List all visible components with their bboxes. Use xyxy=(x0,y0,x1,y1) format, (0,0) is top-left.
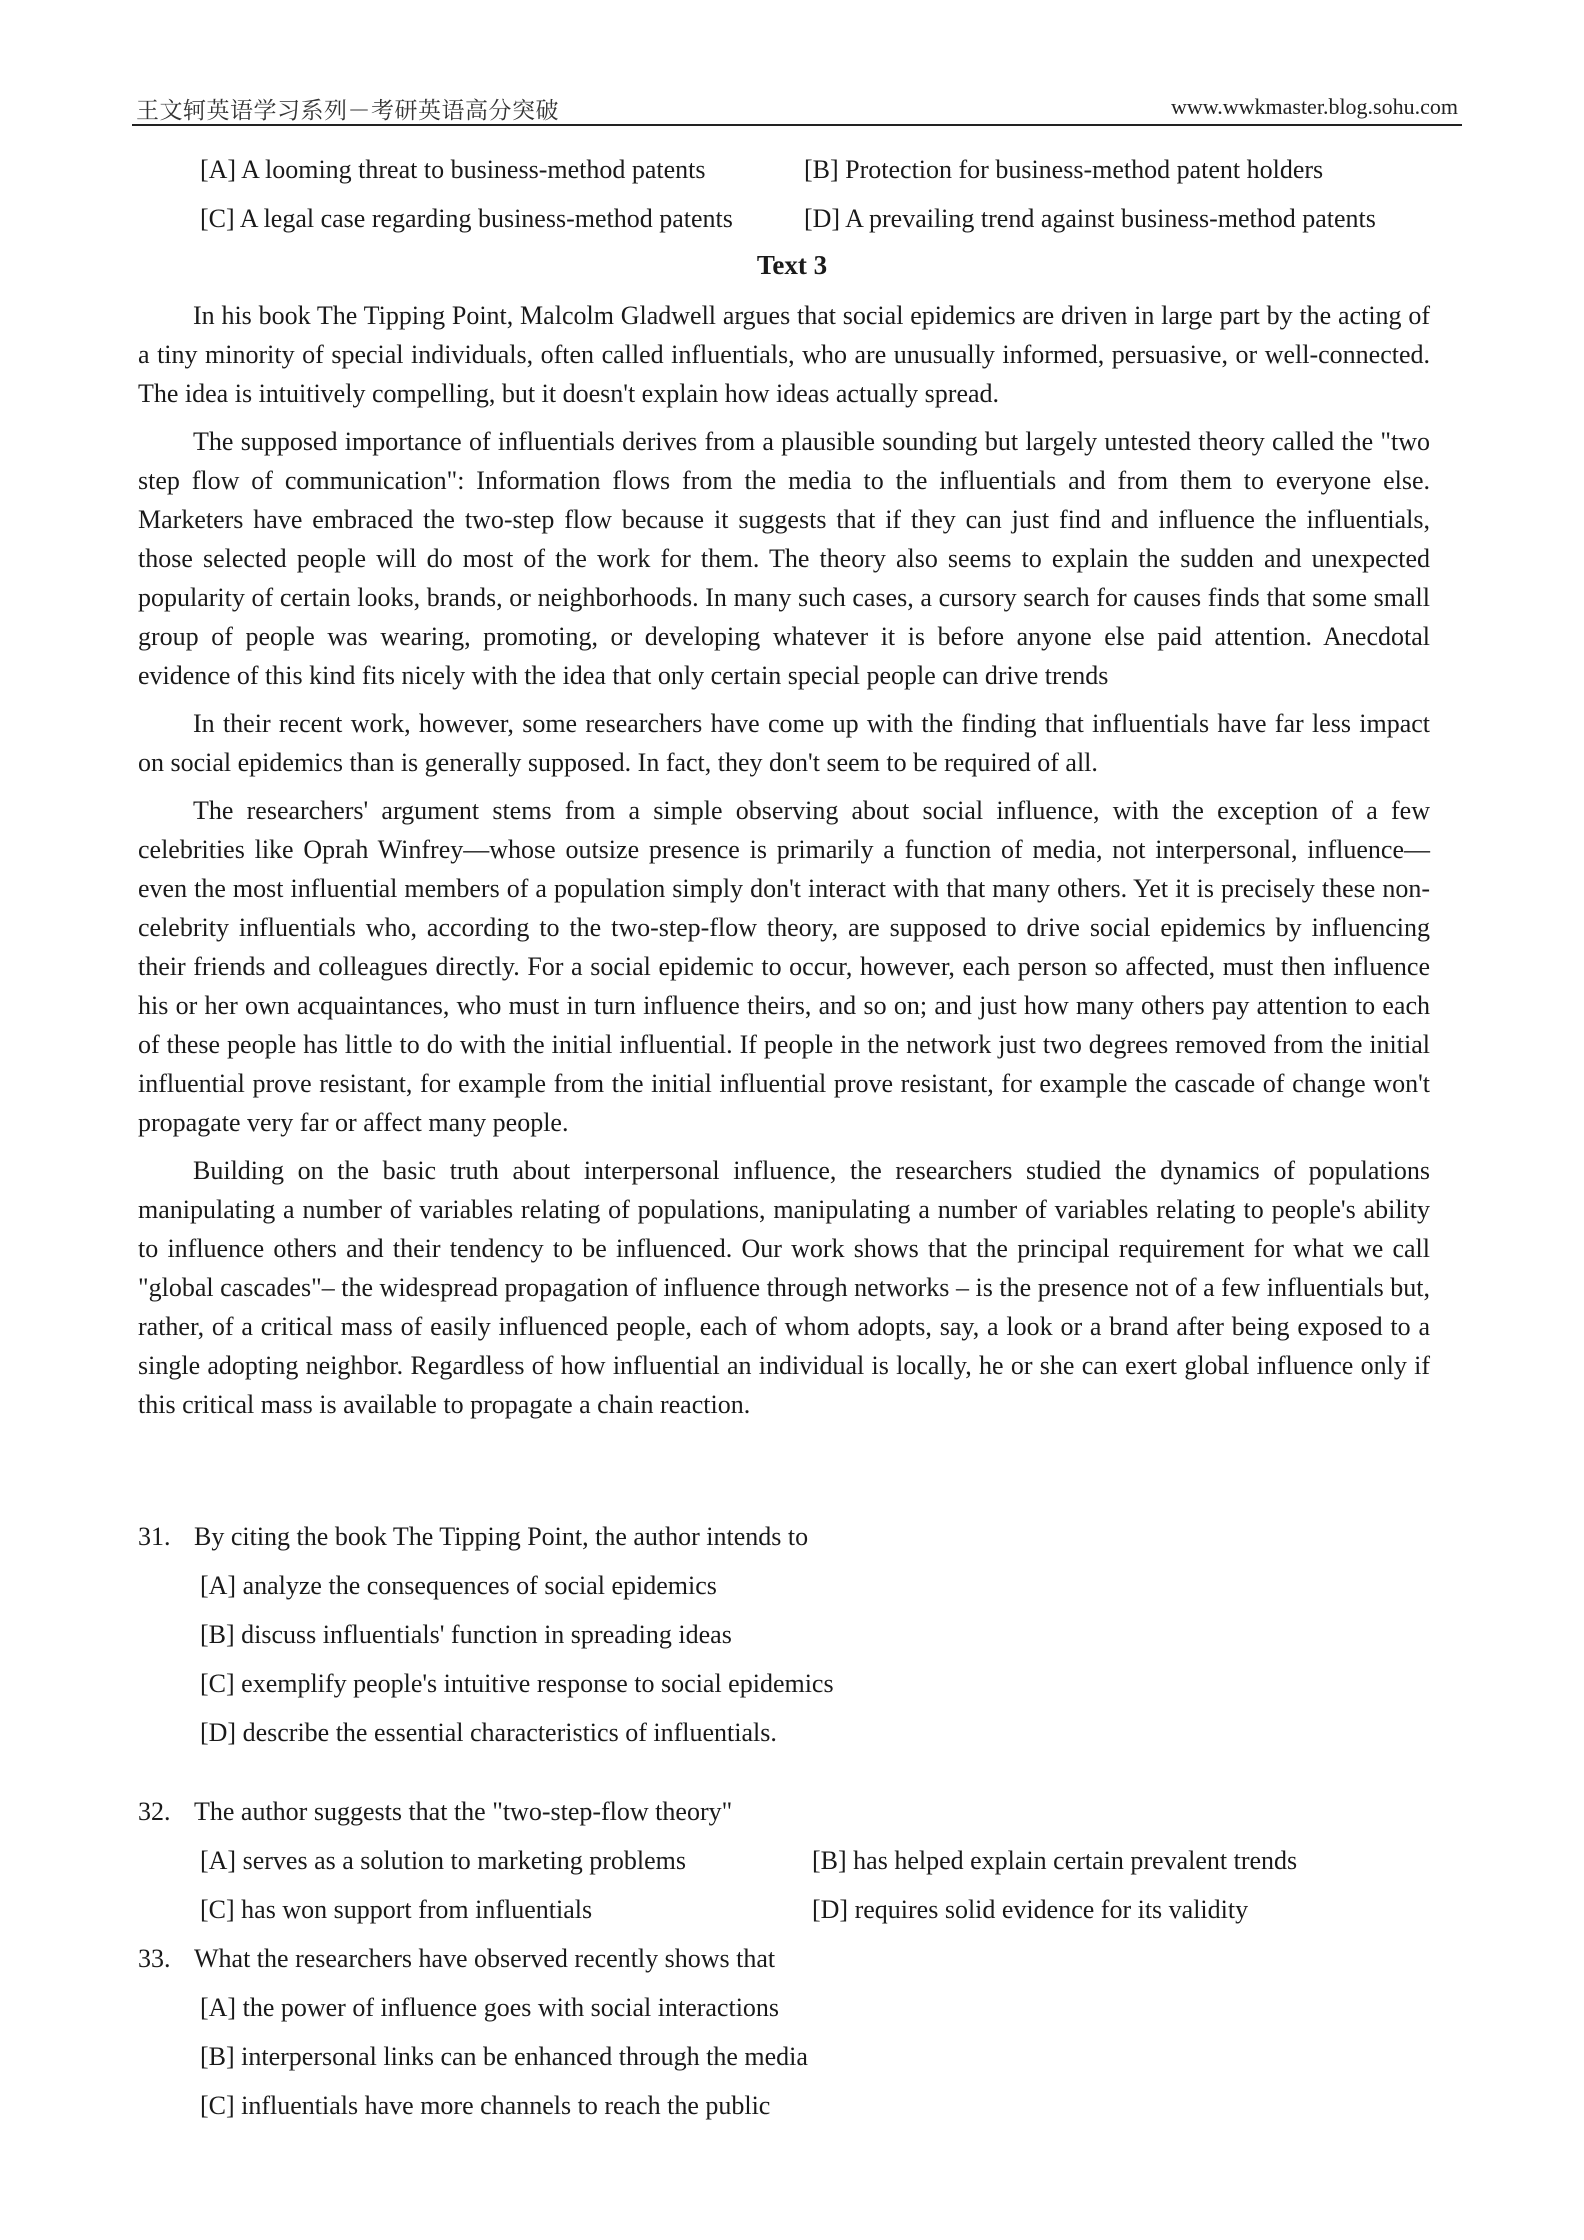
q31-option-b: [B] discuss influentials' function in spreading ideas xyxy=(200,1620,732,1649)
q32-option-b: [B] has helped explain certain prevalent trends xyxy=(812,1846,1298,1875)
question-stem: By citing the book The Tipping Point, the author intends to xyxy=(194,1522,809,1551)
site-url: www.wwkmaster.blog.sohu.com xyxy=(1171,94,1458,119)
question-31 xyxy=(138,1522,808,1552)
q32-option-c: [C] has won support from influentials xyxy=(200,1895,593,1924)
q33-option-b: [B] interpersonal links can be enhanced through the media xyxy=(200,2042,808,2071)
paragraph-5: Building on the basic truth about interpersonal influence, the researchers studied the dynamics of populations manipulating a number of variables relating of populations, manipulating a number of variables relating to people's ability to influence others and their tendency to be influenced. Our work shows that the principal requirement for what we call "global cascades"– the widespread propagation of influence through networks – is the presence not of a few influentials but, rather, of a critical mass of easily influenced people, each of whom adopts, say, a look or a brand after being exposed to a single adopting neighbor. Regardless of how influential an individual is locally, he or she can exert global influence only if this critical mass is available to propagate a chain reaction. xyxy=(138,1156,1430,1419)
q32-option-d: [D] requires solid evidence for its validity xyxy=(812,1895,1249,1924)
question-32 xyxy=(138,1797,732,1827)
question-number: 31. xyxy=(138,1522,171,1551)
question-number: 32. xyxy=(138,1797,171,1826)
q33-option-a: [A] the power of influence goes with social interactions xyxy=(200,1993,780,2022)
text-title: Text 3 xyxy=(756,250,828,280)
q31-option-a: [A] analyze the consequences of social epidemics xyxy=(200,1571,717,1600)
question-33 xyxy=(138,1944,775,1974)
prev-option-d: [D] A prevailing trend against business-method patents xyxy=(804,204,1376,233)
page-header xyxy=(132,90,1462,126)
series-title: 王文轲英语学习系列－考研英语高分突破 xyxy=(136,98,559,124)
q33-option-c: [C] influentials have more channels to reach the public xyxy=(200,2091,771,2120)
question-stem: The author suggests that the "two-step-flow theory" xyxy=(194,1797,733,1826)
q31-option-c: [C] exemplify people's intuitive response to social epidemics xyxy=(200,1669,834,1698)
q32-option-a: [A] serves as a solution to marketing problems xyxy=(200,1846,686,1875)
paragraph-2: The supposed importance of influentials derives from a plausible sounding but largely untested theory called the "two step flow of communication": Information flows from the media to the influentials and from them to everyone else. Marketers have embraced the two-step flow because it suggests that if they can just find and influence the influentials, those selected people will do most of the work for them. The theory also seems to explain the sudden and unexpected popularity of certain looks, brands, or neighborhoods. In many such cases, a cursory search for causes finds that some small group of people was wearing, promoting, or developing whatever it is before anyone else paid attention. Anecdotal evidence of this kind fits nicely with the idea that only certain special people can drive trends xyxy=(138,427,1430,690)
prev-option-a: [A] A looming threat to business-method patents xyxy=(200,155,706,184)
paragraph-4: The researchers' argument stems from a simple observing about social influence, with the exception of a few celebrities like Oprah Winfrey—whose outsize presence is primarily a function of media, not interpersonal, influence—even the most influential members of a population simply don't interact with that many others. Yet it is precisely these non-celebrity influentials who, according to the two-step-flow theory, are supposed to drive social epidemics by influencing their friends and colleagues directly. For a social epidemic to occur, however, each person so affected, must then influence his or her own acquaintances, who must in turn influence theirs, and so on; and just how many others pay attention to each of these people has little to do with the initial influential. If people in the network just two degrees removed from the initial influential prove resistant, for example from the initial influential prove resistant, for example the cascade of change won't propagate very far or affect many people. xyxy=(138,796,1430,1137)
question-stem: What the researchers have observed recently shows that xyxy=(194,1944,776,1973)
prev-option-b: [B] Protection for business-method patent holders xyxy=(804,155,1324,184)
paragraph-3: In their recent work, however, some researchers have come up with the finding that influentials have far less impact on social epidemics than is generally supposed. In fact, they don't seem to be required of all. xyxy=(138,709,1430,777)
prev-option-c: [C] A legal case regarding business-method patents xyxy=(200,204,733,233)
q31-option-d: [D] describe the essential characteristics of influentials. xyxy=(200,1718,777,1747)
passage xyxy=(138,296,1430,1433)
question-number: 33. xyxy=(138,1944,171,1973)
paragraph-1: In his book The Tipping Point, Malcolm Gladwell argues that social epidemics are driven in large part by the acting of a tiny minority of special individuals, often called influentials, who are unusually informed, persuasive, or well-connected. The idea is intuitively compelling, but it doesn't explain how ideas actually spread. xyxy=(138,301,1430,408)
